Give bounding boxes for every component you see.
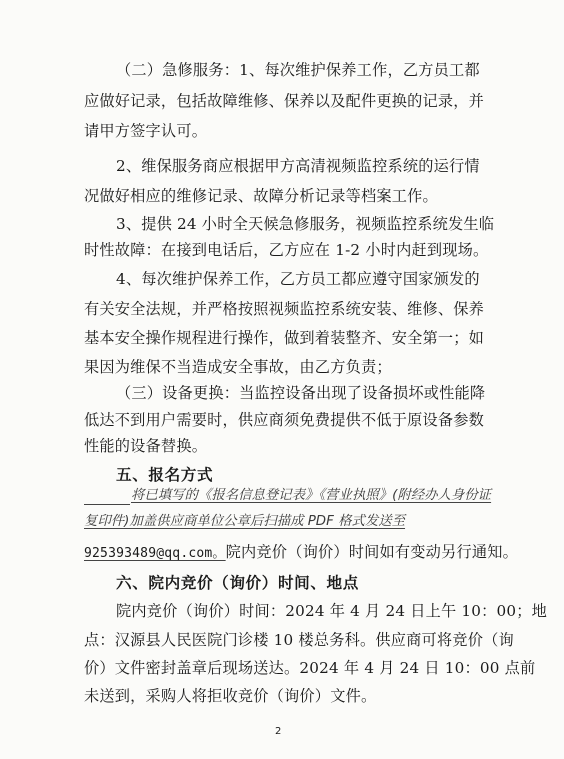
section-heading: 五、报名方式 [116, 465, 214, 484]
paragraph-line: 点：汉源县人民医院门诊楼 10 楼总务科。供应商可将竞价（询 [84, 631, 514, 649]
paragraph-line: 有关安全法规，并严格按照视频监控系统安装、维修、保养 [84, 300, 485, 318]
handwritten-text: 复印件)加盖供应商单位公章后扫描成 PDF 格式发送至 [84, 514, 406, 529]
underline-rule [84, 504, 130, 505]
email-address: 925393489@qq.com。 [84, 546, 226, 561]
paragraph-line: 基本安全操作规程进行操作，做到着装整齐、安全第一；如 [84, 329, 485, 347]
section-heading: 六、院内竞价（询价）时间、地点 [116, 573, 359, 592]
paragraph-line: 院内竞价（询价）时间：2024 年 4 月 24 日上午 10：00；地 [116, 602, 548, 620]
paragraph-line: 2、维保服务商应根据甲方高清视频监控系统的运行情 [116, 157, 480, 175]
paragraph-line: 请甲方签字认可。 [84, 122, 208, 140]
paragraph-line: 4、每次维护保养工作，乙方员工都应遵守国家颁发的 [116, 270, 480, 288]
paragraph-line: 性能的设备替换。 [84, 437, 208, 455]
paragraph-line: （二）急修服务：1、每次维护保养工作，乙方员工都 [116, 61, 480, 79]
paragraph-line: （三）设备更换：当监控设备出现了设备损坏或性能降 [116, 384, 486, 402]
paragraph-line: 应做好记录，包括故障维修、保养以及配件更换的记录，并 [84, 92, 485, 110]
paragraph-line: 未送到，采购人将拒收竞价（询价）文件。 [84, 687, 377, 705]
paragraph-line: 价）文件密封盖章后现场送达。2024 年 4 月 24 日 10：00 点前 [84, 659, 536, 677]
paragraph-line [0, 542, 564, 564]
paragraph-line: 果因为维保不当造成安全事故，由乙方负责； [84, 358, 392, 376]
page-number: 2 [275, 726, 282, 737]
paragraph-line: 况做好相应的维修记录、故障分析记录等档案工作。 [84, 187, 438, 205]
paragraph-line: 时性故障：在接到电话后，乙方应在 1-2 小时内赶到现场。 [84, 241, 489, 259]
paragraph-line: 3、提供 24 小时全天候急修服务，视频监控系统发生临 [116, 215, 495, 233]
paragraph-line: 低达不到用户需要时，供应商须免费提供不低于原设备参数 [84, 411, 485, 429]
handwritten-text: 将已填写的《报名信息登记表》《营业执照》(附经办人身份证 [131, 488, 492, 503]
schedule-note: 院内竞价（询价）时间如有变动另行通知。 [225, 543, 519, 561]
